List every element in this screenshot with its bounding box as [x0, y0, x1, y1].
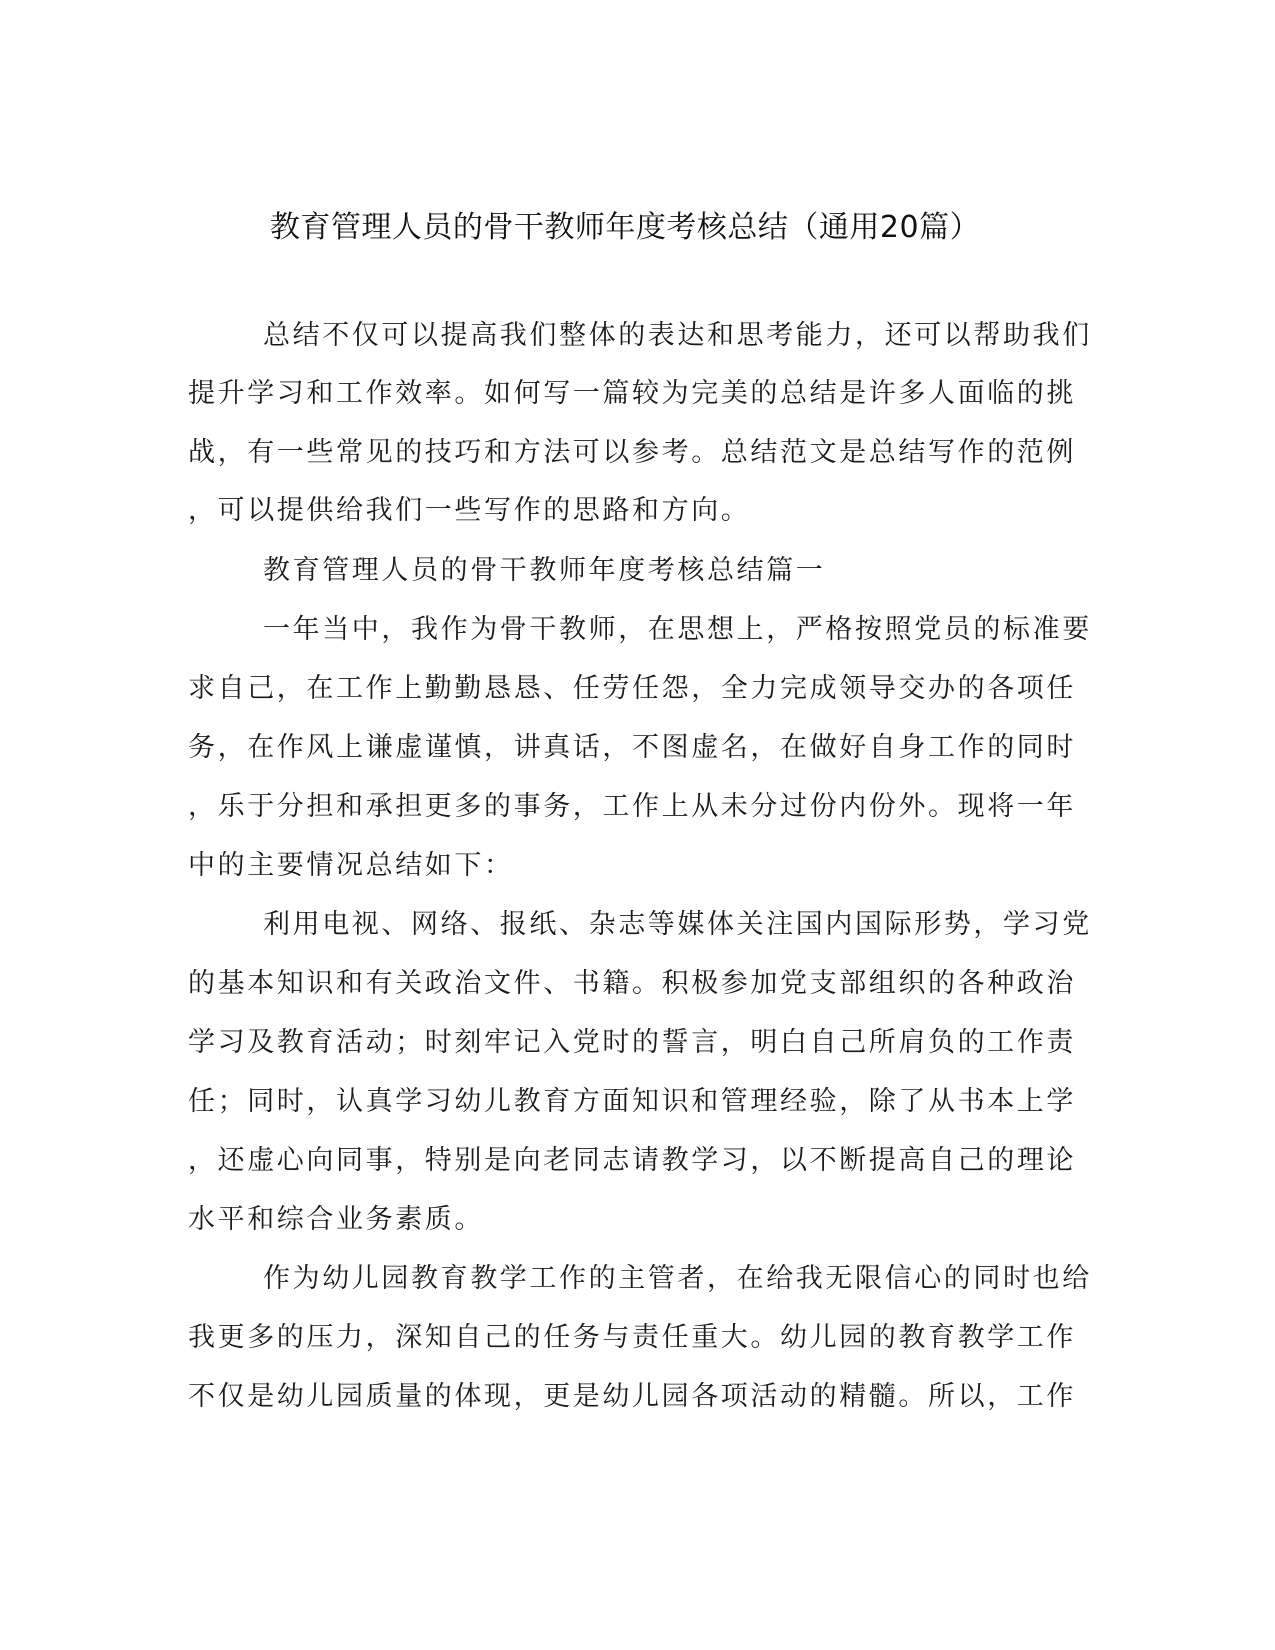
paragraph-line: 总结不仅可以提高我们整体的表达和思考能力，还可以帮助我们: [263, 320, 1092, 351]
paragraph-line: 学习及教育活动；时刻牢记入党时的誓言，明白自己所肩负的工作责: [188, 1027, 1076, 1058]
paragraph-line: 的基本知识和有关政治文件、书籍。积极参加党支部组织的各种政治: [188, 968, 1076, 999]
paragraph-line: 求自己，在工作上勤勤恳恳、任劳任怨，全力完成领导交办的各项任: [188, 673, 1076, 704]
paragraph-line: 战，有一些常见的技巧和方法可以参考。总结范文是总结写作的范例: [188, 437, 1076, 468]
paragraph-line: 水平和综合业务素质。: [188, 1204, 484, 1235]
paragraph-line: ，乐于分担和承担更多的事务，工作上从未分过份内份外。现将一年: [188, 791, 1076, 822]
document-title: 教育管理人员的骨干教师年度考核总结（通用20篇）: [269, 210, 981, 245]
paragraph-line: 提升学习和工作效率。如何写一篇较为完美的总结是许多人面临的挑: [188, 378, 1076, 409]
paragraph-line: 不仅是幼儿园质量的体现，更是幼儿园各项活动的精髓。所以，工作: [188, 1381, 1076, 1412]
paragraph-line: ，还虚心向同事，特别是向老同志请教学习，以不断提高自己的理论: [188, 1145, 1076, 1176]
paragraph-line: ，可以提供给我们一些写作的思路和方向。: [188, 495, 751, 526]
paragraph-line: 务，在作风上谦虚谨慎，讲真话，不图虚名，在做好自身工作的同时: [188, 732, 1076, 763]
section-heading: 教育管理人员的骨干教师年度考核总结篇一: [263, 555, 826, 586]
paragraph-line: 作为幼儿园教育教学工作的主管者，在给我无限信心的同时也给: [263, 1263, 1092, 1294]
paragraph-line: 任；同时，认真学习幼儿教育方面知识和管理经验，除了从书本上学: [188, 1086, 1076, 1117]
paragraph-line: 中的主要情况总结如下：: [188, 850, 514, 881]
paragraph-line: 利用电视、网络、报纸、杂志等媒体关注国内国际形势，学习党: [263, 909, 1092, 940]
paragraph-line: 我更多的压力，深知自己的任务与责任重大。幼儿园的教育教学工作: [188, 1322, 1076, 1353]
paragraph-line: 一年当中，我作为骨干教师，在思想上，严格按照党员的标准要: [263, 614, 1092, 645]
